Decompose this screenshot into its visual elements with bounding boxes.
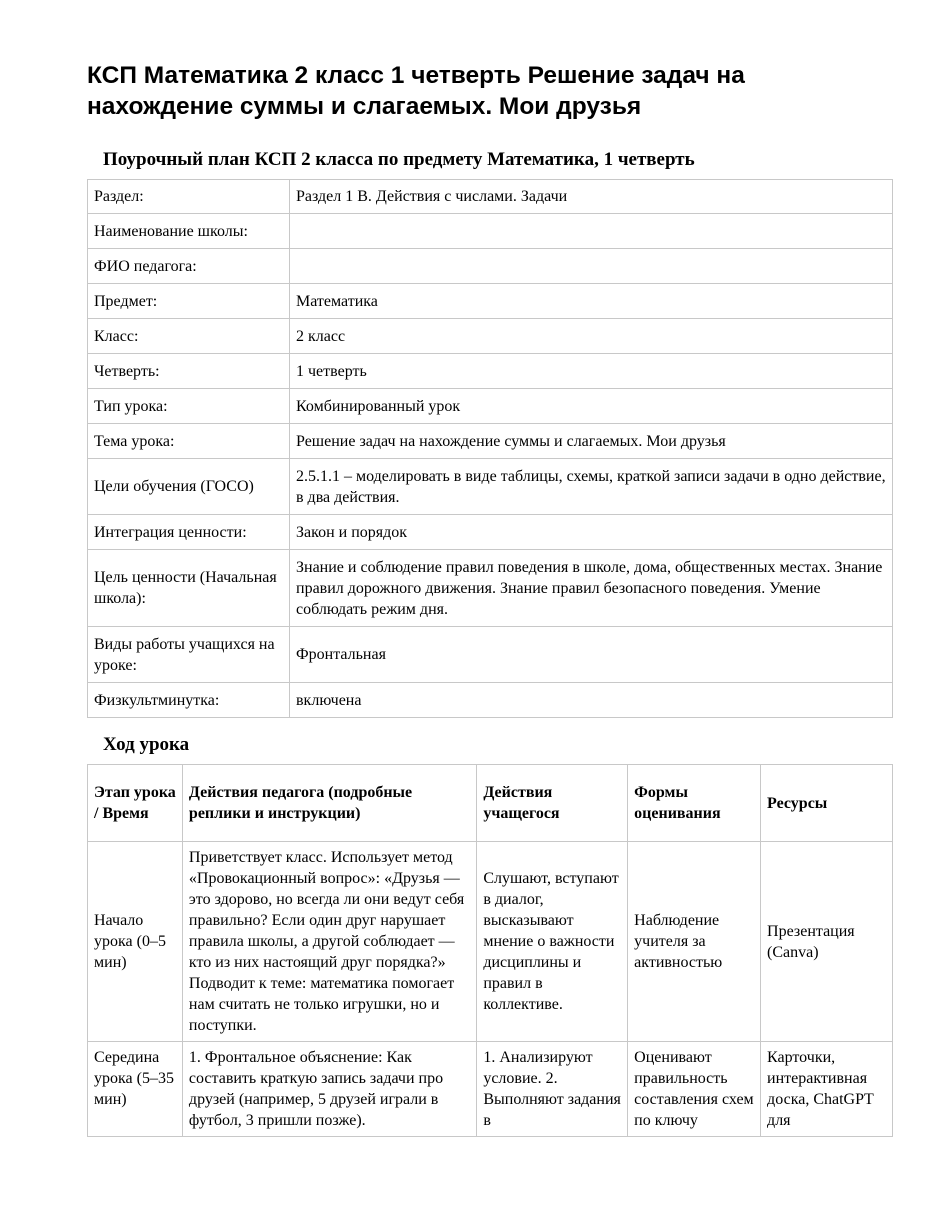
info-value: Знание и соблюдение правил поведения в школе, дома, общественных местах. Знание правил дорожного движения. Знание правил безопасного поведения. Умение соблюдать режим дня. (290, 550, 893, 627)
lesson-info-table (87, 179, 893, 718)
info-row (88, 515, 893, 550)
info-label: Раздел: (88, 180, 290, 214)
info-row (88, 683, 893, 718)
plan-heading: Поурочный план КСП 2 класса по предмету Математика, 1 четверть (103, 149, 695, 170)
info-label: Тема урока: (88, 424, 290, 459)
info-row (88, 627, 893, 683)
info-label: Тип урока: (88, 389, 290, 424)
flow-cell-stage: Середина урока (5–35 мин) (88, 1042, 183, 1137)
info-value: 1 четверть (290, 354, 893, 389)
info-label: Интеграция ценности: (88, 515, 290, 550)
flow-column-header: Действия педагога (подробные реплики и инструкции) (182, 765, 476, 842)
info-value (290, 214, 893, 249)
info-row (88, 214, 893, 249)
info-label: Цели обучения (ГОСО) (88, 459, 290, 515)
page-title: КСП Математика 2 класс 1 четверть Решение задач на нахождение суммы и слагаемых. Мои друзья (87, 62, 745, 120)
flow-header-row (88, 765, 893, 842)
lesson-flow-clip (87, 764, 897, 1165)
info-label: Предмет: (88, 284, 290, 319)
info-row (88, 459, 893, 515)
info-label: Физкультминутка: (88, 683, 290, 718)
flow-cell-teacher: 1. Фронтальное объяснение: Как составить краткую запись задачи про друзей (например, 5 друзей играли в футбол, 3 пришли позже). (182, 1042, 476, 1137)
info-row (88, 354, 893, 389)
flow-cell-teacher: Приветствует класс. Использует метод «Провокационный вопрос»: «Друзья — это здорово, но всегда ли они ведут себя правильно? Если один друг нарушает правила школы, а другой соблюдает — кто из них настоящий друг порядка?» Подводит к теме: математика помогает нам считать не только игрушки, но и поступки. (182, 842, 476, 1042)
info-row (88, 424, 893, 459)
info-row (88, 319, 893, 354)
flow-column-header: Ресурсы (761, 765, 893, 842)
info-row (88, 389, 893, 424)
flow-row (88, 842, 893, 1042)
info-value: Комбинированный урок (290, 389, 893, 424)
info-label: Наименование школы: (88, 214, 290, 249)
info-label: ФИО педагога: (88, 249, 290, 284)
flow-heading: Ход урока (103, 734, 190, 755)
info-row (88, 550, 893, 627)
flow-row (88, 1042, 893, 1137)
flow-column-header: Формы оценивания (628, 765, 761, 842)
info-row (88, 249, 893, 284)
info-value: включена (290, 683, 893, 718)
lesson-flow-table (87, 764, 893, 1137)
flow-cell-resources: Карточки, интерактивная доска, ChatGPT для (761, 1042, 893, 1137)
info-value: 2 класс (290, 319, 893, 354)
info-value: 2.5.1.1 – моделировать в виде таблицы, схемы, краткой записи задачи в одно действие, в два действия. (290, 459, 893, 515)
info-row (88, 284, 893, 319)
flow-cell-student: Слушают, вступают в диалог, высказывают мнение о важности дисциплины и правил в коллективе. (477, 842, 628, 1042)
flow-column-header: Действия учащегося (477, 765, 628, 842)
flow-cell-stage: Начало урока (0–5 мин) (88, 842, 183, 1042)
flow-cell-student: 1. Анализируют условие. 2. Выполняют задания в (477, 1042, 628, 1137)
info-value: Решение задач на нахождение суммы и слагаемых. Мои друзья (290, 424, 893, 459)
flow-cell-assessment: Наблюдение учителя за активностью (628, 842, 761, 1042)
info-label: Четверть: (88, 354, 290, 389)
info-label: Класс: (88, 319, 290, 354)
info-value: Раздел 1 В. Действия с числами. Задачи (290, 180, 893, 214)
info-row (88, 180, 893, 214)
info-value: Закон и порядок (290, 515, 893, 550)
flow-cell-assessment: Оценивают правильность составления схем по ключу (628, 1042, 761, 1137)
info-value (290, 249, 893, 284)
info-label: Виды работы учащихся на уроке: (88, 627, 290, 683)
info-value: Математика (290, 284, 893, 319)
info-value: Фронтальная (290, 627, 893, 683)
flow-cell-resources: Презентация (Canva) (761, 842, 893, 1042)
info-label: Цель ценности (Начальная школа): (88, 550, 290, 627)
flow-column-header: Этап урока / Время (88, 765, 183, 842)
